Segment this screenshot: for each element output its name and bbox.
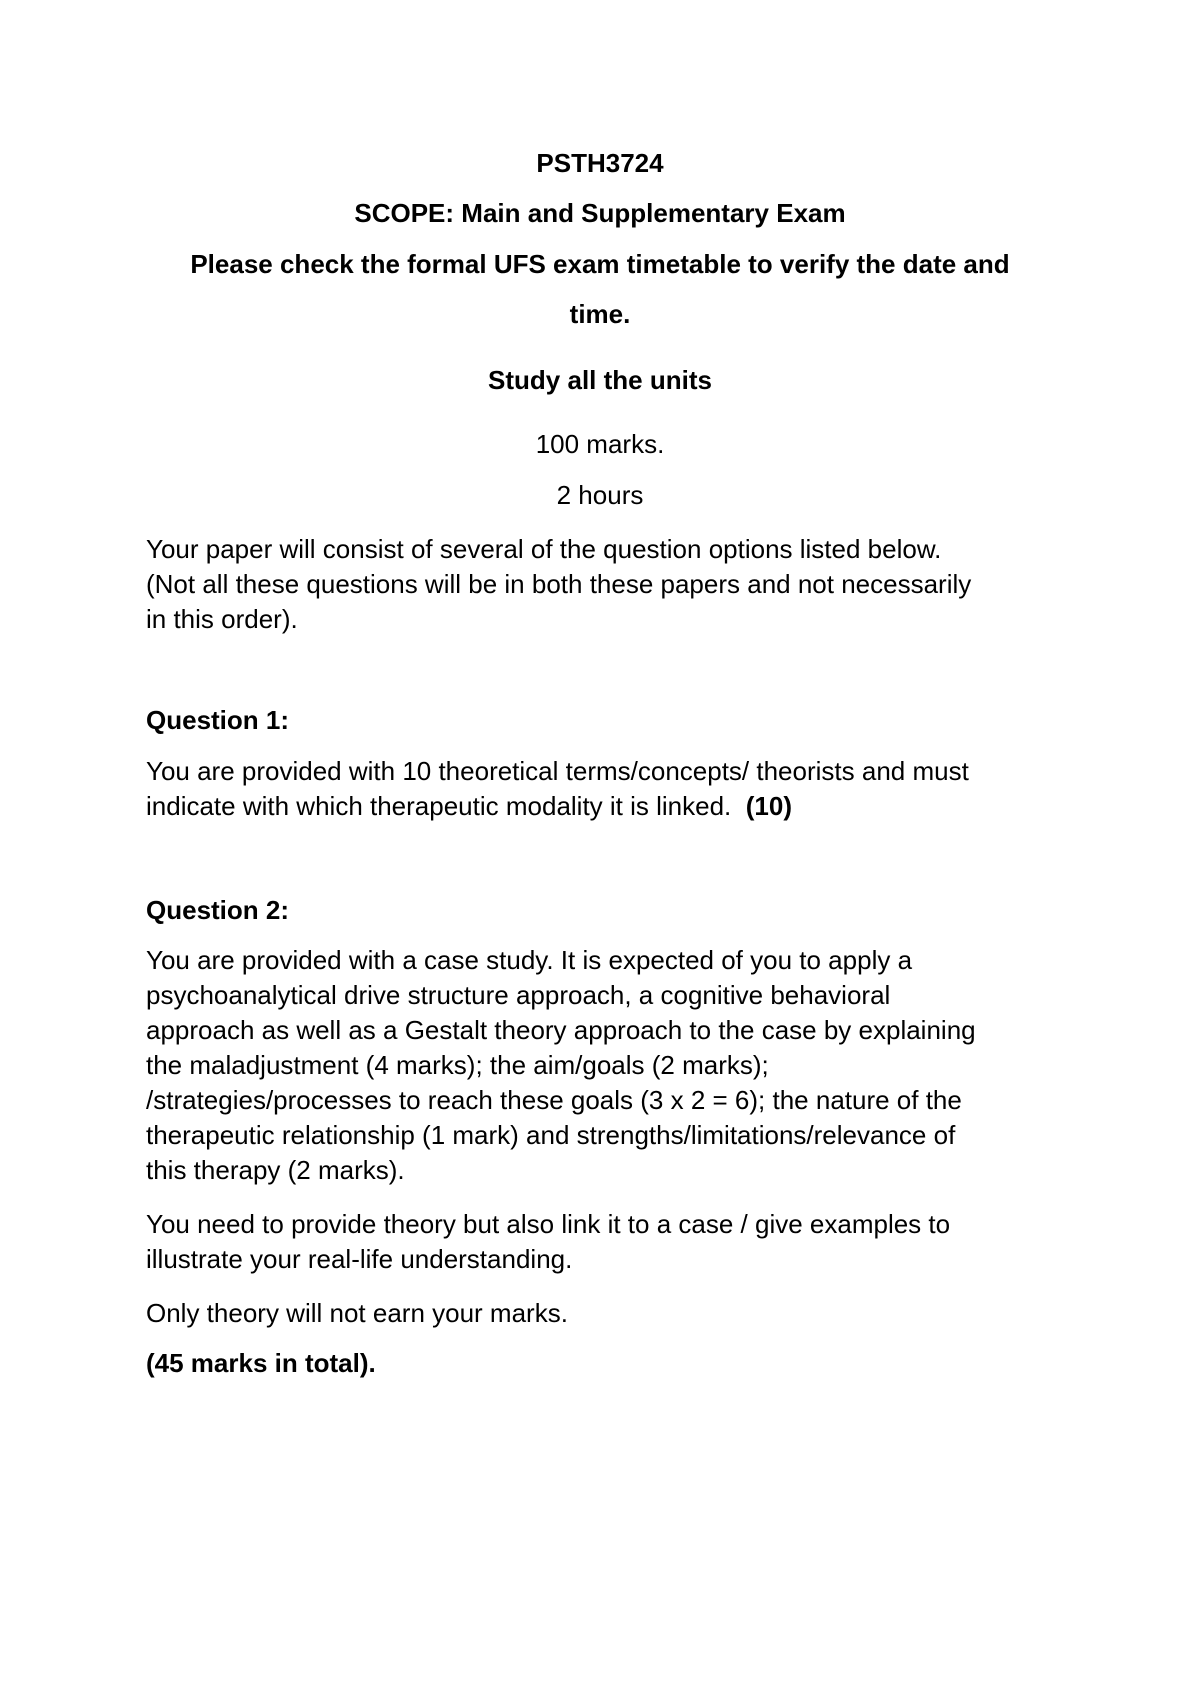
question-2-total: (45 marks in total). xyxy=(146,1348,376,1378)
question-2-paragraph-1 xyxy=(146,943,1076,1188)
study-instruction: Study all the units xyxy=(488,365,712,395)
question-2-line: /strategies/processes to reach these goals (3 x 2 = 6); the nature of the xyxy=(146,1085,962,1115)
exam-scope: SCOPE: Main and Supplementary Exam xyxy=(354,198,846,228)
intro-line: Your paper will consist of several of the question options listed below. xyxy=(146,534,942,564)
question-2-line: psychoanalytical drive structure approach, a cognitive behavioral xyxy=(146,980,891,1010)
question-2-line: this therapy (2 marks). xyxy=(146,1155,405,1185)
total-marks: 100 marks. xyxy=(535,429,665,459)
intro-line: (Not all these questions will be in both these papers and not necessarily xyxy=(146,569,972,599)
intro-paragraph xyxy=(146,532,1076,637)
question-1-line-text: indicate with which therapeutic modality it is linked. xyxy=(146,791,732,821)
question-1-marks: (10) xyxy=(745,791,792,821)
question-2-heading: Question 2: xyxy=(146,895,290,925)
question-2-paragraph-3: Only theory will not earn your marks. xyxy=(146,1298,568,1328)
timetable-notice-line-2: time. xyxy=(569,299,631,329)
question-1-line: You are provided with 10 theoretical terms/concepts/ theorists and must xyxy=(146,756,969,786)
intro-line: in this order). xyxy=(146,604,298,634)
question-1-heading: Question 1: xyxy=(146,705,290,735)
course-code: PSTH3724 xyxy=(536,148,664,178)
question-2-line: therapeutic relationship (1 mark) and strengths/limitations/relevance of xyxy=(146,1120,956,1150)
question-2-line: You are provided with a case study. It is expected of you to apply a xyxy=(146,945,913,975)
exam-duration: 2 hours xyxy=(556,480,644,510)
question-2-line: You need to provide theory but also link it to a case / give examples to xyxy=(146,1209,951,1239)
question-2-line: approach as well as a Gestalt theory approach to the case by explaining xyxy=(146,1015,976,1045)
question-2-paragraph-2 xyxy=(146,1207,1076,1277)
question-1-text xyxy=(146,754,1076,824)
question-2-line: illustrate your real-life understanding. xyxy=(146,1244,573,1274)
question-2-line: the maladjustment (4 marks); the aim/goals (2 marks); xyxy=(146,1050,769,1080)
timetable-notice-line-1: Please check the formal UFS exam timetable to verify the date and xyxy=(190,249,1010,279)
question-1-line xyxy=(146,789,1076,824)
